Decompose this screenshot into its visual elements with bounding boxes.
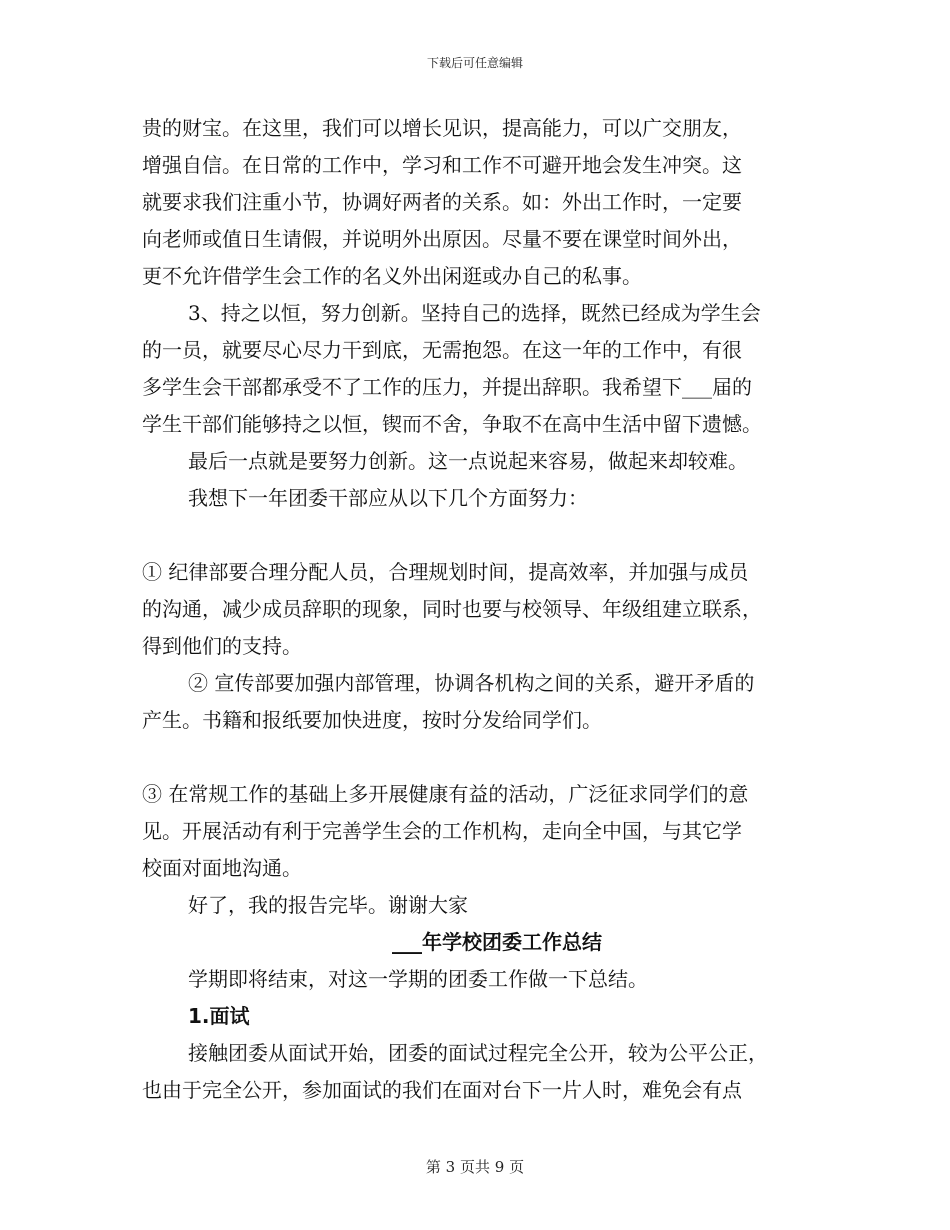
text-line: 就要求我们注重小节，协调好两者的关系。如：外出工作时，一定要 [142, 190, 742, 214]
text-line: 好了，我的报告完毕。谢谢大家 [188, 893, 468, 917]
text-line: 校面对面地沟通。 [142, 856, 302, 880]
text-line: 贵的财宝。在这里，我们可以增长见识，提高能力，可以广交朋友， [142, 116, 742, 140]
text-line: ① 纪律部要合理分配人员，合理规划时间，提高效率，并加强与成员 [142, 560, 749, 584]
text-line: 产生。书籍和报纸要加快进度，按时分发给同学们。 [142, 708, 602, 732]
text-line: 增强自信。在日常的工作中，学习和工作不可避开地会发生冲突。这 [142, 153, 742, 177]
text-line: 也由于完全公开，参加面试的我们在面对台下一片人时，难免会有点 [142, 1078, 742, 1102]
text-line: 最后一点就是要努力创新。这一点说起来容易，做起来却较难。 [188, 449, 748, 473]
text-line: 得到他们的支持。 [142, 634, 302, 658]
text-line: 的一员，就要尽心尽力干到底，无需抱怨。在这一年的工作中，有很 [142, 338, 742, 362]
text-line: ③ 在常规工作的基础上多开展健康有益的活动，广泛征求同学们的意 [142, 782, 749, 806]
section-title: ___年学校团委工作总结 [392, 930, 602, 954]
text-line: 学生干部们能够持之以恒，锲而不舍，争取不在高中生活中留下遗憾。 [142, 412, 762, 436]
page-footer: 第 3 页共 9 页 [425, 1158, 525, 1176]
page-header: 下载后可任意编辑 [426, 56, 523, 70]
text-line: ② 宣传部要加强内部管理，协调各机构之间的关系，避开矛盾的 [188, 671, 755, 695]
text-line: 见。开展活动有利于完善学生会的工作机构，走向全中国，与其它学 [142, 819, 742, 843]
text-line: 3、持之以恒，努力创新。坚持自己的选择，既然已经成为学生会 [188, 301, 761, 325]
document-body [142, 110, 812, 1109]
section-heading: 1.面试 [188, 1004, 250, 1028]
text-line: 接触团委从面试开始，团委的面试过程完全公开，较为公平公正， [188, 1041, 768, 1065]
text-line: 学期即将结束，对这一学期的团委工作做一下总结。 [188, 967, 648, 991]
text-line: 的沟通，减少成员辞职的现象，同时也要与校领导、年级组建立联系， [142, 597, 762, 621]
paragraph-gap [142, 739, 812, 776]
text-line: 我想下一年团委干部应从以下几个方面努力： [188, 486, 588, 510]
text-line: 向老师或值日生请假，并说明外出原因。尽量不要在课堂时间外出， [142, 227, 742, 251]
paragraph-gap [142, 517, 812, 554]
text-line: 多学生会干部都承受不了工作的压力，并提出辞职。我希望下___届的 [142, 375, 752, 399]
text-line: 更不允许借学生会工作的名义外出闲逛或办自己的私事。 [142, 264, 642, 288]
